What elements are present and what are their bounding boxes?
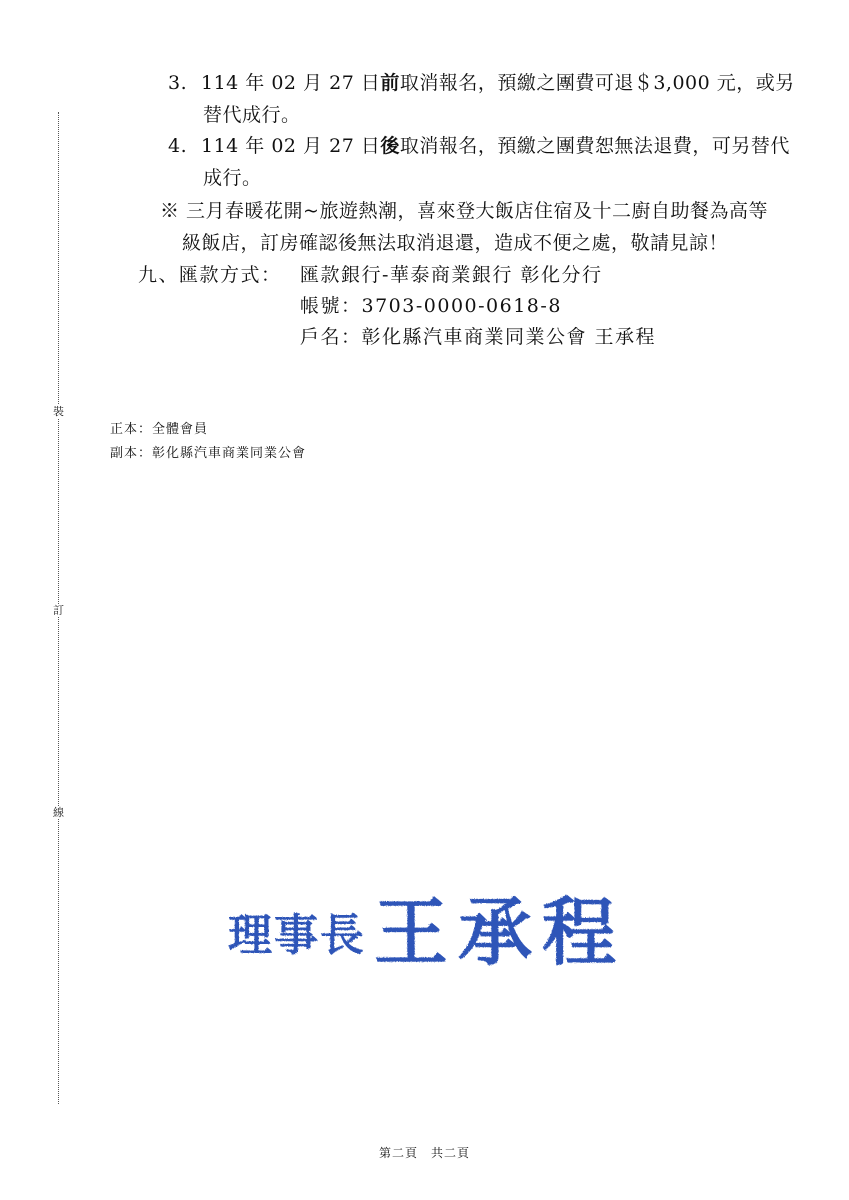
item-text: 取消報名，預繳之團費恕無法退費，可另替代 [399, 135, 790, 157]
cancel-item-3-line-1 [168, 68, 795, 99]
note-line-1: ※ 三月春暖花開~旅遊熱潮，喜來登大飯店住宿及十二廚自助餐為高等 [160, 200, 768, 222]
binding-mark-xian: 線 [53, 806, 64, 819]
binding-mark-ding: 訂 [53, 604, 64, 617]
item-number: 4. [168, 135, 188, 157]
item-emphasis: 前 [380, 72, 400, 94]
signature-name: 王承程 [374, 890, 626, 976]
distribution-copy: 副本：彰化縣汽車商業同業公會 [110, 446, 307, 461]
cancel-item-4-line-1 [168, 131, 790, 162]
remittance-account: 帳號：3703-0000-0618-8 [300, 295, 562, 317]
note-line-2: 級飯店，訂房確認後無法取消退還，造成不便之處，敬請見諒！ [182, 232, 729, 254]
cancel-item-4-line-2: 成行。 [203, 167, 262, 189]
page-number: 第二頁 共二頁 [378, 1146, 470, 1160]
item-date: 114 年 02 月 27 日 [201, 135, 381, 157]
remittance-heading: 九、匯款方式： [138, 264, 282, 286]
signature-graphic [222, 880, 642, 980]
cancel-item-3-line-2: 替代成行。 [203, 104, 301, 126]
signature-title: 理事長 [228, 910, 366, 961]
binding-mark-zhuang: 裝 [53, 405, 64, 418]
remittance-holder: 戶名：彰化縣汽車商業同業公會 王承程 [300, 326, 657, 348]
remittance-bank: 匯款銀行-華泰商業銀行 彰化分行 [300, 264, 603, 286]
chairman-signature-seal [222, 880, 642, 980]
item-number: 3. [168, 72, 188, 94]
distribution-original: 正本：全體會員 [110, 422, 209, 437]
item-date: 114 年 02 月 27 日 [201, 72, 381, 94]
item-emphasis: 後 [380, 135, 400, 157]
item-text: 取消報名，預繳之團費可退＄3,000 元，或另 [399, 72, 795, 94]
